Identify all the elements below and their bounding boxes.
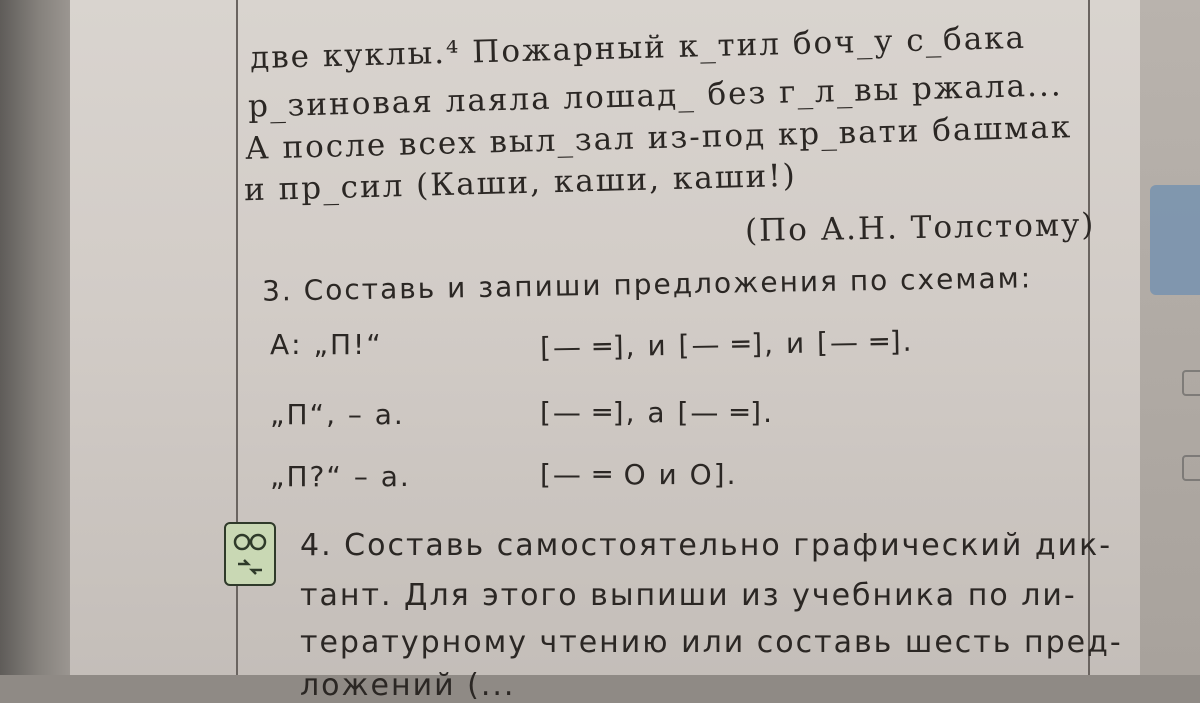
task3-row1-label: А: „П!“ <box>270 328 383 361</box>
task3-row3-label: „П?“ – а. <box>270 460 411 493</box>
story-attribution: (По А.Н. Толстому) <box>744 206 1096 250</box>
task4-line-2: тант. Для этого выпиши из учебника по ли- <box>300 578 1077 613</box>
task4-line-3: тературному чтению или составь шесть пред- <box>300 625 1123 660</box>
story-line-4: и пр_сил (Каши, каши, каши!) <box>243 157 798 209</box>
side-marker-icon <box>1182 370 1200 396</box>
adjacent-page-edge <box>1140 0 1200 675</box>
task3-title: 3. Составь и запиши предложения по схемам: <box>261 261 1033 308</box>
task3-row2-label: „П“, – а. <box>270 398 405 431</box>
task4-line-1: 4. Составь самостоятельно графический дик- <box>300 528 1113 563</box>
task3-row2-schema: [— ═], а [— ═]. <box>540 396 774 429</box>
book-spine-shadow <box>0 0 70 675</box>
story-line-2: р_зиновая лаяла лошад_ без г_л_вы ржала... <box>247 67 1064 125</box>
side-illustration <box>1150 185 1200 295</box>
pair-work-icon <box>224 522 276 586</box>
task4-line-4: ложений (... <box>300 668 516 703</box>
story-line-3: А после всех выл_зал из-под кр_вати башмак <box>244 109 1073 167</box>
story-line-1: две куклы.⁴ Пожарный к_тил боч_у с_бака <box>249 19 1027 77</box>
task3-row3-schema: [— ═ О и О]. <box>540 458 738 491</box>
task3-row1-schema: [— ═], и [— ═], и [— ═]. <box>539 324 914 365</box>
side-marker-icon <box>1182 455 1200 481</box>
